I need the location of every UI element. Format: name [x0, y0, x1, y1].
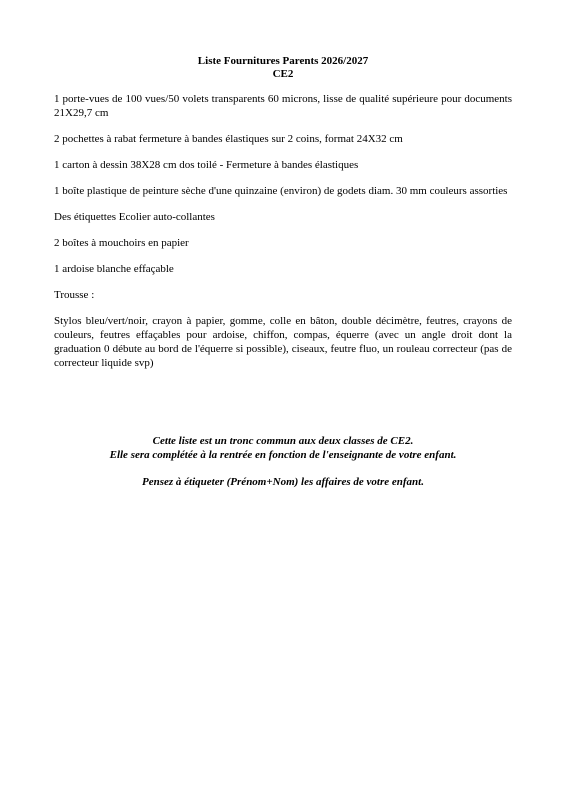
trousse-heading: Trousse :: [54, 289, 95, 301]
notes-spacer: [0, 462, 566, 475]
supply-list: [54, 92, 512, 382]
list-item: Des étiquettes Ecolier auto-collantes: [54, 211, 215, 223]
note-common-list: Cette liste est un tronc commun aux deux classes de CE2.: [152, 435, 414, 447]
list-item: 2 pochettes à rabat fermeture à bandes élastiques sur 2 coins, format 24X32 cm: [54, 133, 403, 145]
list-item: 1 ardoise blanche effaçable: [54, 263, 174, 275]
list-item: 1 boîte plastique de peinture sèche d'une quinzaine (environ) de godets diam. 30 mm couleurs assorties: [54, 185, 508, 197]
list-item: 1 porte-vues de 100 vues/50 volets transparents 60 microns, lisse de qualité supérieure pour documents 21X29,7 cm: [54, 93, 512, 119]
document-header: [0, 55, 566, 81]
notes-block: [0, 434, 566, 489]
note-labeling: Pensez à étiqueter (Prénom+Nom) les affaires de votre enfant.: [142, 476, 424, 488]
list-item: 1 carton à dessin 38X28 cm dos toilé - Fermeture à bandes élastiques: [54, 159, 359, 171]
trousse-contents: Stylos bleu/vert/noir, crayon à papier, gomme, colle en bâton, double décimètre, feutres, crayons de couleurs, feutres effaçables pour ardoise, chiffon, compas, équerre (avec un angle droit dont la graduation 0 débute au bord de l'équerre si possible), ciseaux, feutre fluo, un rouleau correcteur (pas de correcteur liquide svp): [54, 315, 512, 369]
class-name: CE2: [272, 68, 294, 80]
note-completion: Elle sera complétée à la rentrée en fonction de l'enseignante de votre enfant.: [109, 449, 457, 461]
list-item: 2 boîtes à mouchoirs en papier: [54, 237, 189, 249]
document-title: Liste Fournitures Parents 2026/2027: [197, 55, 369, 67]
